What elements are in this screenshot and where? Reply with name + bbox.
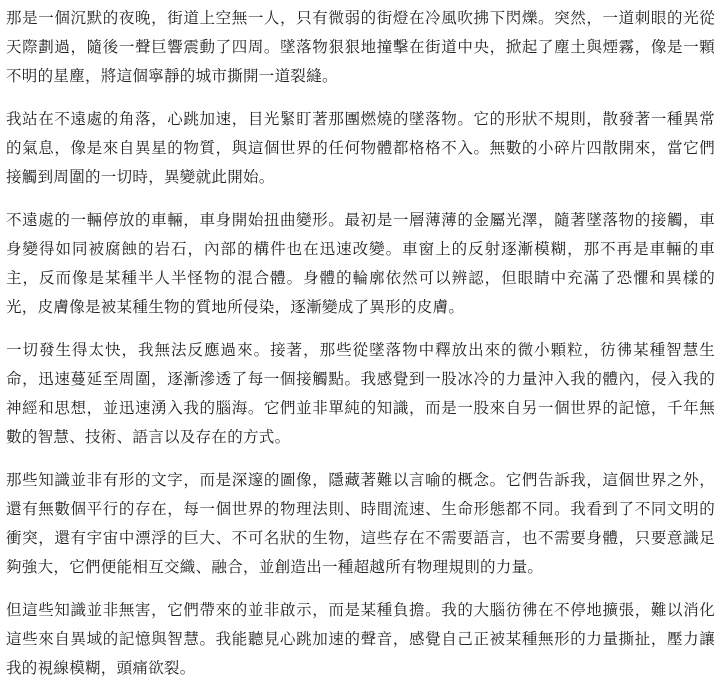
paragraph-6: 但這些知識並非無害，它們帶來的並非啟示，而是某種負擔。我的大腦彷彿在不停地擴張，難以消化這些來自異域的記憶與智慧。我能聽見心跳加速的聲音，感覺自己正被某種無形的力量撕扯，壓力讓我的視線模糊，頭痛欲裂。 [6, 601, 715, 677]
paragraph-2: 我站在不遠處的角落，心跳加速，目光緊盯著那團燃燒的墜落物。它的形狀不規則，散發著一種異常的氣息，像是來自異星的物質，與這個世界的任何物體都格格不入。無數的小碎片四散開來，當它們接觸到周圍的一切時，異變就此開始。 [6, 110, 715, 186]
paragraph-3: 不遠處的一輛停放的車輛，車身開始扭曲變形。最初是一層薄薄的金屬光澤，隨著墜落物的接觸，車身變得如同被腐蝕的岩石，內部的構件也在迅速改變。車窗上的反射逐漸模糊，那不再是車輛的車主，反而像是某種半人半怪物的混合體。身體的輪廓依然可以辨認，但眼睛中充滿了恐懼和異樣的光，皮膚像是被某種生物的質地所侵染，逐漸變成了異形的皮膚。 [6, 211, 715, 316]
paragraph-4: 一切發生得太快，我無法反應過來。接著，那些從墜落物中釋放出來的微小顆粒，彷彿某種智慧生命，迅速蔓延至周圍，逐漸滲透了每一個接觸點。我感覺到一股冰冷的力量沖入我的體內，侵入我的神經和思想，並迅速湧入我的腦海。它們並非單純的知識，而是一股來自另一個世界的記憶，千年無數的智慧、技術、語言以及存在的方式。 [6, 341, 715, 446]
paragraph-5: 那些知識並非有形的文字，而是深邃的圖像，隱藏著難以言喻的概念。它們告訴我，這個世界之外，還有無數個平行的存在，每一個世界的物理法則、時間流速、生命形態都不同。我看到了不同文明的衝突，還有宇宙中漂浮的巨大、不可名狀的生物，這些存在不需要語言，也不需要身體，只要意識足夠強大，它們便能相互交織、融合，並創造出一種超越所有物理規則的力量。 [6, 471, 715, 576]
paragraph-1: 那是一個沉默的夜晚，街道上空無一人，只有微弱的街燈在冷風吹拂下閃爍。突然，一道刺眼的光從天際劃過，隨後一聲巨響震動了四周。墜落物狠狠地撞擊在街道中央，掀起了塵土與煙霧，像是一顆不明的星塵，將這個寧靜的城市撕開一道裂縫。 [6, 9, 715, 85]
